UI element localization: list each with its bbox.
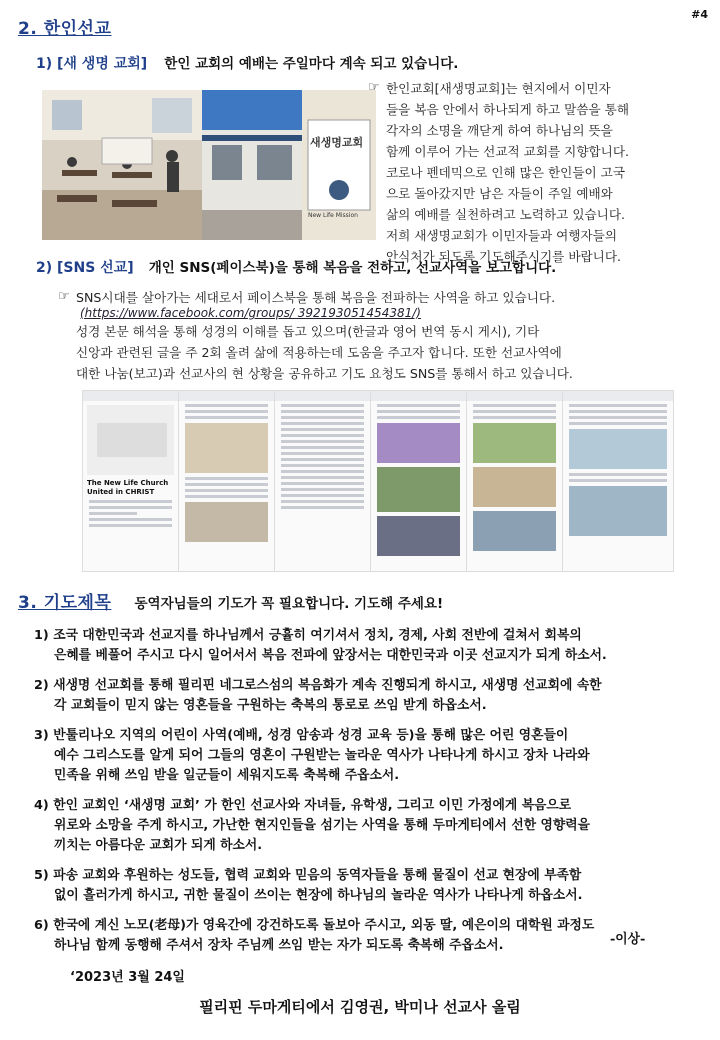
section3-title: 3. 기도제목	[18, 593, 112, 613]
text-line: 들을 복음 안에서 하나되게 하고 말씀을 통해	[386, 102, 629, 117]
prayer-line: 3) 반툴리나오 지역의 어린이 사역(예배, 성경 암송과 성경 교육 등)을 통해 많은 어린 영혼들이	[34, 728, 569, 743]
text-line: 안식처가 되도록 기도해주시기를 바랍니다.	[386, 249, 621, 264]
text-line: 삶의 예배를 실천하려고 노력하고 있습니다.	[386, 207, 625, 222]
prayer-line: 예수 그리스도를 알게 되어 그들의 영혼이 구원받는 놀라운 역사가 나타나게 하시고 장차 나라와	[54, 748, 590, 763]
prayer-item	[34, 626, 714, 666]
text-line: 성경 본문 해석을 통해 성경의 이해를 돕고 있으며(한글과 영어 번역 동시 게시), 기타	[76, 324, 540, 339]
text-line: 코로나 펜데믹으로 인해 많은 한인들이 고국	[386, 165, 625, 180]
church-exterior-photo	[202, 90, 302, 240]
closing-mark: -이상-	[610, 932, 646, 947]
prayer-line: 끼치는 아름다운 교회가 되게 하소서.	[54, 838, 263, 853]
text-line: 으로 돌아갔지만 남은 자들이 주일 예배와	[386, 186, 613, 201]
prayer-item	[34, 726, 714, 786]
sns-page-title: The New Life Church United in CHRIST	[87, 479, 169, 496]
sns-screenshot	[82, 390, 179, 572]
item2-header	[36, 256, 556, 277]
prayer-line: 위로와 소망을 주게 하시고, 가난한 현지인들을 섬기는 사역을 통해 두마게티에서 선한 영향력을	[54, 818, 590, 833]
church-sign-photo	[302, 90, 376, 240]
text-line: 한인교회[새생명교회]는 현지에서 이민자	[386, 81, 611, 96]
prayer-line: 각 교회들이 믿지 않는 영혼들을 구원하는 축복의 통로로 쓰임 받게 하옵소서.	[54, 698, 487, 713]
prayer-item	[34, 866, 714, 906]
section2-title: 2. 한인선교	[18, 19, 112, 39]
item2-description: 개인 SNS(페이스북)을 통해 복음을 전하고, 선교사역을 보고합니다.	[148, 260, 557, 276]
pointing-hand-icon: ☞	[368, 80, 380, 95]
letter-date: ‘2023년 3월 24일	[70, 970, 185, 985]
signature: 필리핀 두마게티에서 김영권, 박미나 선교사 올림	[199, 998, 521, 1016]
item1-text	[386, 78, 716, 267]
sns-intro: SNS시대를 살아가는 세대로서 페이스북을 통해 복음을 전파하는 사역을 하고 있습니다.	[76, 290, 556, 305]
prayer-line: 6) 한국에 계신 노모(老母)가 영육간에 강건하도록 돌보아 주시고, 외동 딸, 예은이의 대학원 과정도	[34, 918, 595, 933]
prayer-item	[34, 796, 714, 856]
prayer-line: 없이 흘러가게 하시고, 귀한 물질이 쓰이는 현장에 하나님의 놀라운 역사가 나타나게 하옵소서.	[54, 888, 583, 903]
church-sign-text: 새생명교회	[310, 136, 364, 149]
prayer-line: 2) 새생명 선교회를 통해 필리핀 네그로스섬의 복음화가 계속 진행되게 하시고, 새생명 선교회에 속한	[34, 678, 602, 693]
text-line: 대한 나눔(보고)과 선교사의 현 상황을 공유하고 기도 요청도 SNS를 통해서 하고 있습니다.	[76, 366, 573, 381]
text-line: 신앙과 관련된 글을 주 2회 올려 삶에 적용하는데 도움을 주고자 합니다. 또한 선교사역에	[76, 345, 562, 360]
prayer-line: 1) 조국 대한민국과 선교지를 하나님께서 긍휼히 여기셔서 정치, 경제, 사회 전반에 걸쳐서 회복의	[34, 628, 582, 643]
prayer-line: 5) 파송 교회와 후원하는 성도들, 협력 교회와 믿음의 동역자들을 통해 물질이 선교 현장에 부족함	[34, 868, 582, 883]
church-interior-photo	[42, 90, 202, 240]
text-line: 저희 새생명교회가 이민자들과 여행자들의	[386, 228, 617, 243]
item1-label: 1) [새 생명 교회]	[36, 56, 148, 72]
section3-subtitle: 동역자님들의 기도가 꼭 필요합니다. 기도해 주세요!	[134, 596, 444, 612]
sns-screenshots	[82, 390, 682, 570]
sns-screenshot	[274, 390, 371, 572]
text-line: 함께 이루어 가는 선교적 교회를 지향합니다.	[386, 144, 629, 159]
pointing-hand-icon: ☞	[58, 289, 70, 304]
item2-label: 2) [SNS 선교]	[36, 260, 134, 276]
sns-screenshot	[466, 390, 563, 572]
prayer-line: 하나님 함께 동행해 주셔서 장차 주님께 쓰임 받는 자가 되도록 축복해 주옵소서.	[54, 938, 504, 953]
text-line: 각자의 소명을 깨닫게 하여 하나님의 뜻을	[386, 123, 613, 138]
item1-description: 한인 교회의 예배는 주일마다 계속 되고 있습니다.	[164, 56, 459, 72]
prayer-list	[34, 626, 714, 966]
page-number: #4	[691, 8, 708, 21]
prayer-line: 은혜를 베풀어 주시고 다시 일어서서 복음 전파에 앞장서는 대한민국과 이곳 선교지가 되게 하소서.	[54, 648, 607, 663]
sns-screenshot	[178, 390, 275, 572]
sns-screenshot	[562, 390, 674, 572]
prayer-item	[34, 676, 714, 716]
item1-header	[36, 52, 458, 73]
section3-header	[18, 588, 443, 613]
item2-text	[76, 321, 716, 384]
prayer-line: 4) 한인 교회인 ‘새생명 교회’ 가 한인 선교사와 자녀들, 유학생, 그리고 이민 가정에게 복음으로	[34, 798, 572, 813]
prayer-line: 민족을 위해 쓰임 받을 일군들이 세워지도록 축복해 주옵소서.	[54, 768, 400, 783]
church-sign-caption: New Life Mission	[308, 212, 358, 219]
facebook-group-link[interactable]: (https://www.facebook.com/groups/ 392193051454381/)	[80, 306, 421, 320]
sns-screenshot	[370, 390, 467, 572]
